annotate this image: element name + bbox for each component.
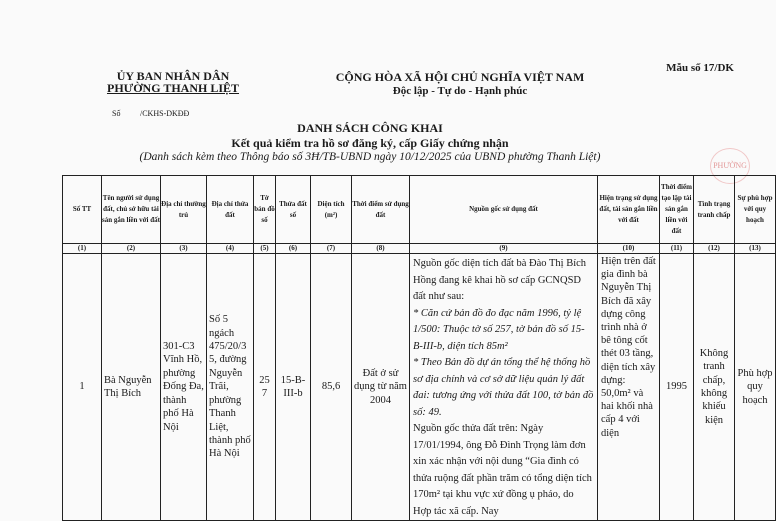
col-number: (2)	[102, 244, 161, 254]
document-subtitle: Kết quả kiểm tra hồ sơ đăng ký, cấp Giấy chứng nhận	[231, 136, 509, 150]
col-number: (7)	[311, 244, 352, 254]
col-number: (10)	[598, 244, 660, 254]
national-header	[315, 70, 605, 98]
red-stamp: PHƯỜNG	[710, 148, 750, 184]
cell-owner: Bà Nguyễn Thị Bích	[102, 254, 161, 521]
col-number: (3)	[161, 244, 207, 254]
col-header-8: Thời điểm sử dụng đất	[352, 176, 410, 244]
col-number: (9)	[410, 244, 598, 254]
agency-line-2: PHƯỜNG THANH LIỆT	[106, 81, 240, 95]
col-number: (5)	[254, 244, 276, 254]
doc-number-suffix: /CKHS-DKĐĐ	[140, 109, 190, 118]
cell-parcel-no: 15-B-III-b	[276, 254, 311, 521]
cell-planning: Phù hợp quy hoạch	[735, 254, 776, 521]
col-header-5: Tờ bản đồ số	[254, 176, 276, 244]
origin-paragraph-4: Nguồn gốc thửa đất trên: Ngày 17/01/1994, ông Đỗ Đình Trọng làm đơn xin xác nhận với nội dung “Gia đình có thửa ruộng đất phần trăm có tổng diện tích 170m² tại khu vực xứ đồng ụ pháo, do Hợp tác xã cấp. Nay	[413, 423, 592, 517]
cell-land-address: Số 5 ngách 475/20/3 5, đường Nguyễn Trãi, phường Thanh Liệt, thành phố Hà Nội	[207, 254, 254, 521]
agency-line-1: ỦY BAN NHÂN DÂN	[116, 69, 230, 83]
col-number: (13)	[735, 244, 776, 254]
origin-paragraph-2: * Căn cứ bản đồ đo đạc năm 1996, tỷ lệ 1/500: Thuộc tờ số 257, tờ bản đồ số 15-B-III-b, diện tích 85m²	[413, 307, 585, 352]
public-list-table	[62, 175, 776, 521]
col-number: (11)	[660, 244, 694, 254]
col-number: (6)	[276, 244, 311, 254]
col-number: (12)	[694, 244, 735, 254]
cell-dispute: Không tranh chấp, không khiếu kiện	[694, 254, 735, 521]
cell-asset-time: 1995	[660, 254, 694, 521]
col-header-13: Sự phù hợp với quy hoạch	[735, 176, 776, 244]
column-number-row	[63, 244, 776, 254]
table-row	[63, 254, 776, 521]
col-header-11: Thời điểm tạo lập tài sản gắn liền với đất	[660, 176, 694, 244]
col-header-1: Số TT	[63, 176, 102, 244]
doc-number-label: Số	[112, 109, 121, 118]
col-header-3: Địa chỉ thường trú	[161, 176, 207, 244]
origin-paragraph-3: * Theo Bản đồ dự án tổng thể hệ thống hồ sơ địa chính và cơ sở dữ liệu quản lý đất đai: tương ứng với thửa đất 100, tờ bản đồ số: 49.	[413, 357, 594, 418]
form-number: Mẫu số 17/DK	[666, 62, 734, 74]
col-header-12: Tình trạng tranh chấp	[694, 176, 735, 244]
col-number: (4)	[207, 244, 254, 254]
col-header-10: Hiện trạng sử dụng đất, tài sản gắn liền với đất	[598, 176, 660, 244]
cell-map-sheet: 25 7	[254, 254, 276, 521]
col-header-4: Địa chỉ thửa đất	[207, 176, 254, 244]
cell-use-time: Đất ở sử dụng từ năm 2004	[352, 254, 410, 521]
col-number: (8)	[352, 244, 410, 254]
cell-land-origin	[410, 254, 598, 521]
cell-area: 85,6	[311, 254, 352, 521]
issuing-agency	[78, 70, 268, 94]
col-header-7: Diện tích (m²)	[311, 176, 352, 244]
document-title: DANH SÁCH CÔNG KHAI	[297, 121, 443, 135]
cell-current-status: Hiện trên đất gia đình bà Nguyễn Thị Bích đã xây dựng công trình nhà ở bê tông cốt thét 03 tầng, diện tích xây dựng: 50,0m² và hai khối nhà cấp 4 với diện	[598, 254, 660, 521]
nation-motto: Độc lập - Tự do - Hạnh phúc	[392, 85, 528, 97]
cell-stt: 1	[63, 254, 102, 521]
col-header-2: Tên người sử dụng đất, chủ sở hữu tài sản gắn liền với đất	[102, 176, 161, 244]
col-header-6: Thửa đất số	[276, 176, 311, 244]
nation-line-1: CỘNG HÒA XÃ HỘI CHỦ NGHĨA VIỆT NAM	[335, 70, 585, 84]
col-header-9: Nguồn gốc sử dụng đất	[410, 176, 598, 244]
cell-residence: 301-C3 Vĩnh Hồ, phường Đống Đa, thành phố Hà Nội	[161, 254, 207, 521]
origin-paragraph-1: Nguồn gốc diện tích đất bà Đào Thị Bích Hồng đang kê khai hồ sơ cấp GCNQSD đất như sau:	[413, 258, 587, 302]
table-header-row	[63, 176, 776, 244]
col-number: (1)	[63, 244, 102, 254]
document-note: (Danh sách kèm theo Thông báo số 3Ħ/TB-UBND ngày 10/12/2025 của UBND phường Thanh Liệt)	[139, 151, 601, 163]
